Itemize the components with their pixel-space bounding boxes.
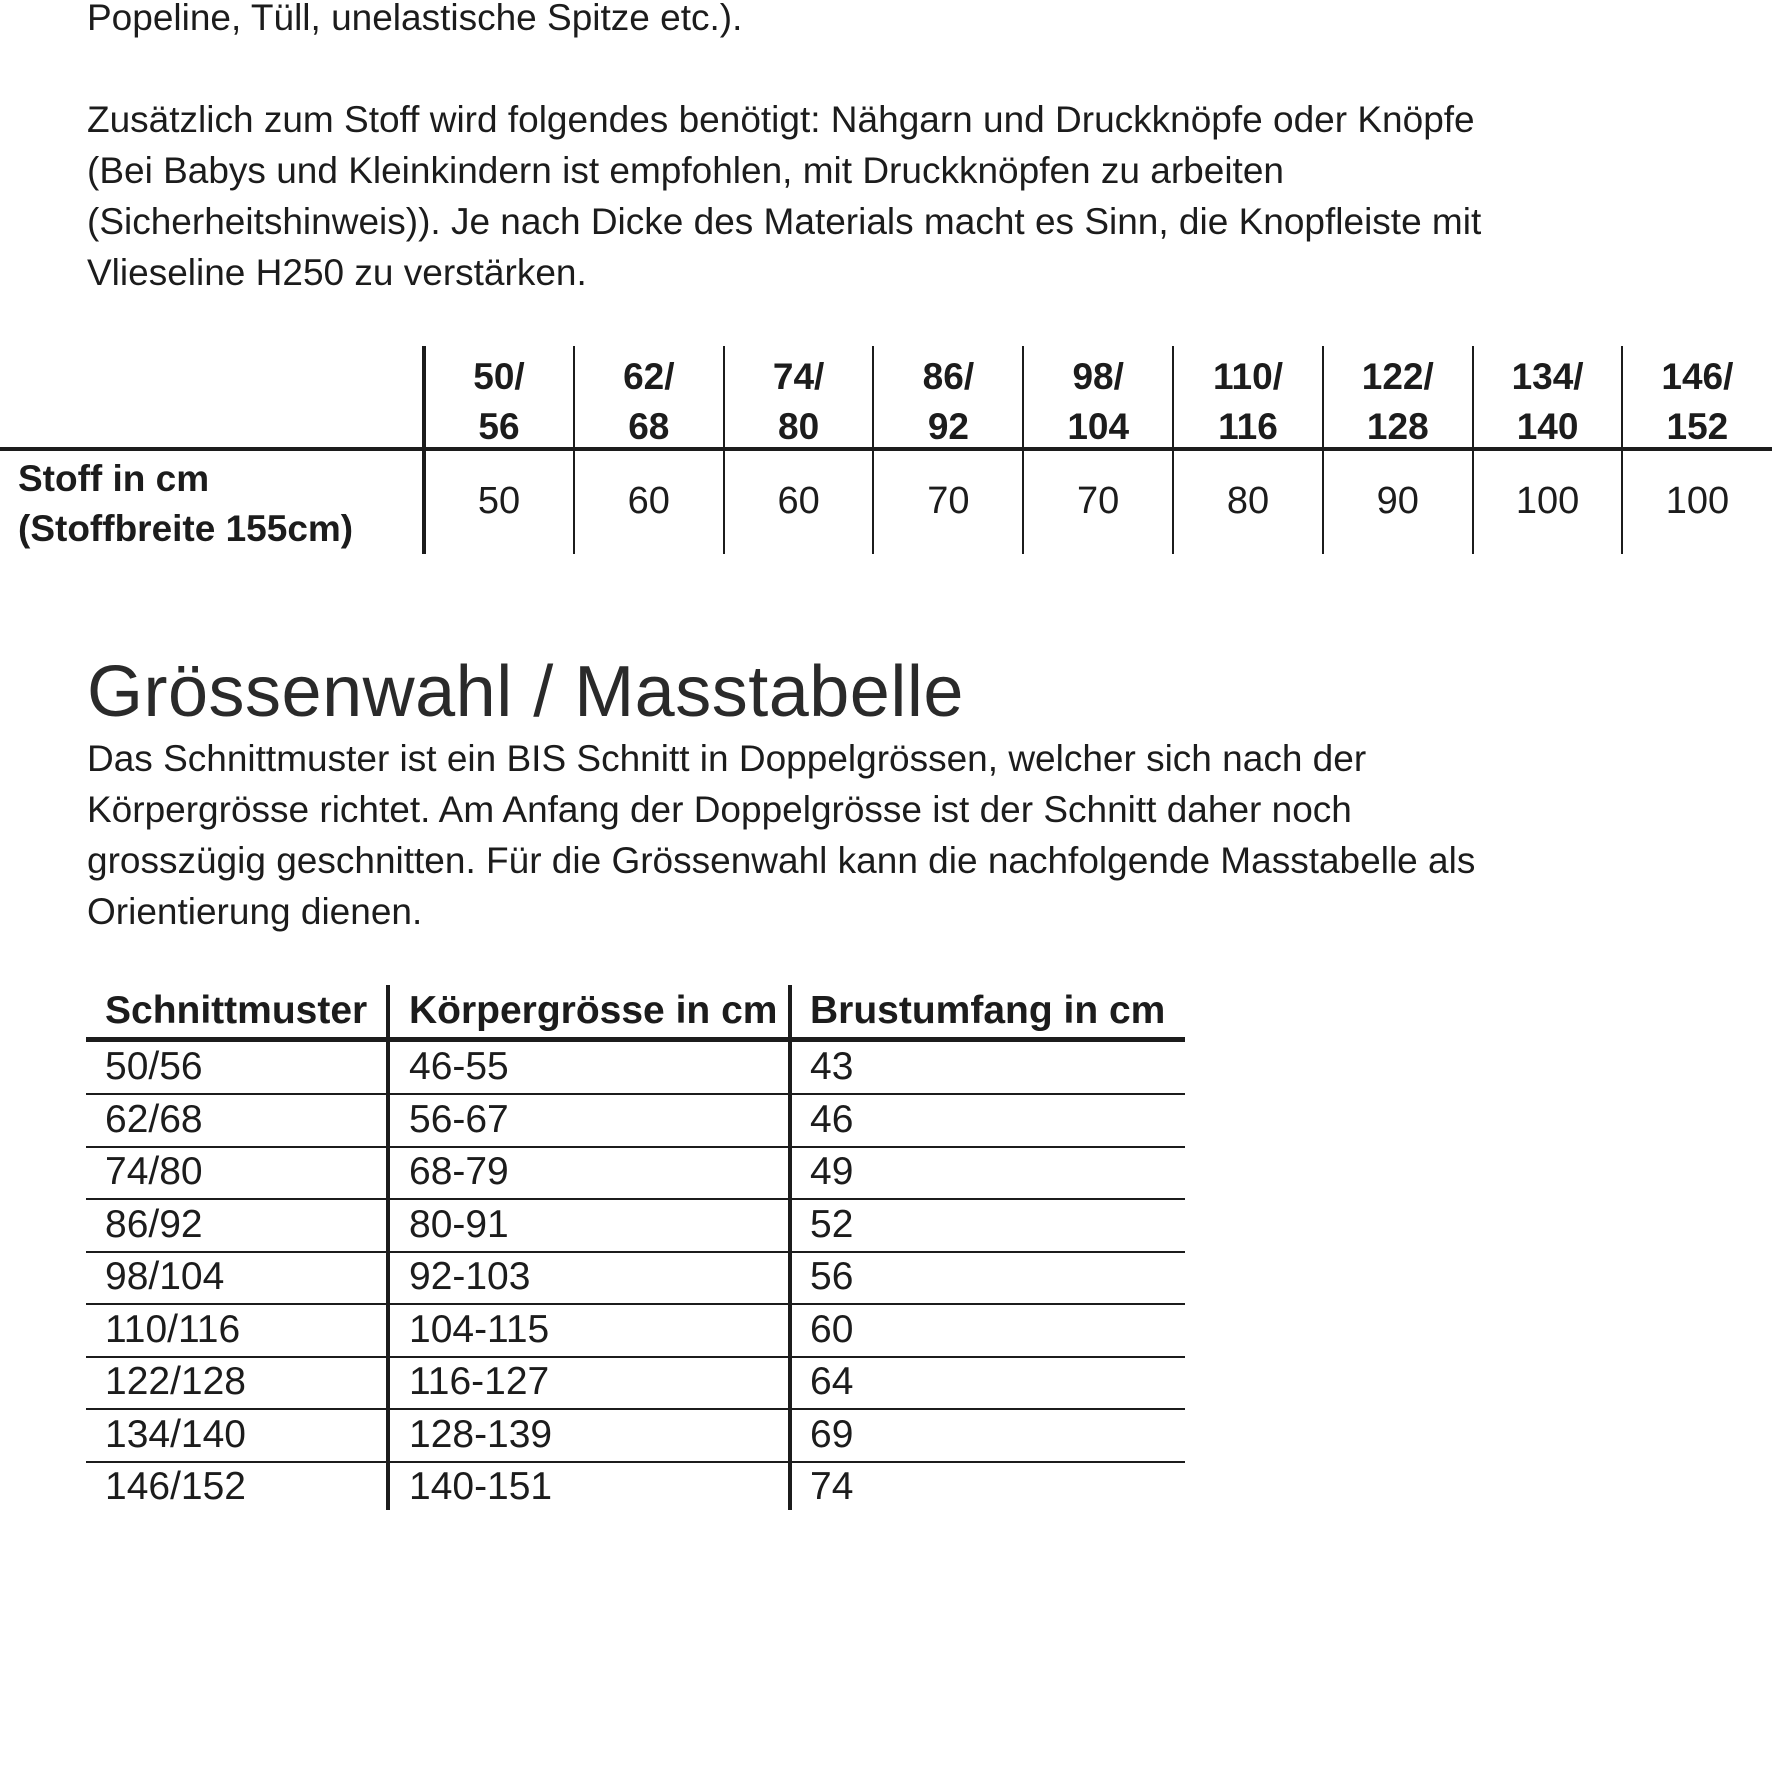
chest-girth-cell: 74 [810,1465,854,1508]
fabric-column-divider [1621,346,1623,554]
fabric-amount-cell: 70 [1077,480,1120,522]
pattern-size-cell: 146/152 [105,1465,246,1508]
fabric-size-header: 146/ 152 [1661,356,1734,447]
fabric-size-header: 110/ 116 [1213,356,1283,447]
fabric-amount-cell: 50 [477,480,521,522]
fabric-column-divider [723,346,725,554]
size-table-row [86,1409,1185,1463]
pattern-size-cell: 74/80 [105,1150,203,1193]
pattern-size-cell: 62/68 [105,1097,203,1141]
fabric-size-header: 50/ 56 [473,356,525,447]
fabric-amount-cell: 60 [627,480,670,522]
fabric-column-divider [872,346,874,554]
size-table-row [86,1251,1185,1305]
body-height-cell: 128-139 [409,1412,553,1456]
pattern-size-cell: 134/140 [105,1412,246,1456]
fabric-amount-cell: 90 [1376,480,1419,522]
fabric-column-divider [1322,346,1324,554]
chest-girth-cell: 64 [810,1360,854,1403]
size-table-row [86,1304,1185,1358]
pattern-size-cell: 110/116 [105,1307,241,1351]
chest-girth-cell: 56 [810,1255,854,1298]
fabric-size-header: 86/ 92 [922,356,975,447]
chest-girth-cell: 43 [810,1045,854,1088]
fabric-size-header: 98/ 104 [1067,356,1130,447]
header-chest-girth: Brustumfang in cm [810,989,1166,1032]
size-table-column-divider [788,985,792,1510]
fabric-row-label: Stoff in cm (Stoffbreite 155cm) [18,458,354,549]
fabric-size-header: 134/ 140 [1511,356,1584,447]
pattern-size-cell: 122/128 [105,1360,246,1403]
fabric-amount-cell: 80 [1226,480,1270,522]
fabric-column-divider [1172,346,1174,554]
fabric-amount-cell: 100 [1515,480,1580,522]
fabric-column-divider [573,346,575,554]
size-table-header-row [86,985,1185,1042]
pattern-size-cell: 50/56 [105,1045,203,1088]
body-height-cell: 104-115 [409,1307,550,1351]
size-table-row [86,1041,1185,1095]
chest-girth-cell: 49 [810,1150,854,1193]
body-height-cell: 116-127 [409,1360,550,1403]
fabric-size-header: 62/ 68 [623,356,675,447]
body-height-cell: 46-55 [409,1045,509,1088]
header-pattern-size: Schnittmuster [105,989,368,1032]
chest-girth-cell: 60 [810,1307,854,1351]
chest-girth-cell: 69 [810,1412,854,1456]
size-table-row [86,1094,1185,1148]
size-table-row [86,1461,1185,1513]
size-chart-description: Das Schnittmuster ist ein BIS Schnitt in Doppelgrössen, welcher sich nach der Körpergrösse richtet. Am Anfang der Doppelgrösse ist der Schnitt daher noch grosszügig geschnitten. Für die Grössenwahl kann die nachfolgende Masstabelle als Orientierung dienen. [87,738,1476,932]
fabric-size-header: 122/ 128 [1361,356,1434,447]
fabric-column-divider [1022,346,1024,554]
pattern-size-cell: 98/104 [105,1255,225,1298]
fabric-size-header: 74/ 80 [772,356,825,447]
intro-fabrics-line: Popeline, Tüll, unelastische Spitze etc.). [87,0,743,38]
size-table-row [86,1356,1185,1410]
pattern-size-cell: 86/92 [105,1202,203,1246]
fabric-requirements-table [0,346,1772,556]
size-table-column-divider [386,985,390,1510]
fabric-amount-cell: 100 [1665,480,1730,522]
supplies-paragraph: Zusätzlich zum Stoff wird folgendes benötigt: Nähgarn und Druckknöpfe oder Knöpfe (Bei Babys und Kleinkindern ist empfohlen, mit Druckknöpfen zu arbeiten (Sicherheitshinweis)). Je nach Dicke des Materials macht es Sinn, die Knopfleiste mit Vlieseline H250 zu verstärken. [87,99,1482,293]
body-height-cell: 140-151 [409,1465,553,1508]
chest-girth-cell: 46 [810,1097,854,1141]
fabric-amount-cell: 70 [927,480,970,522]
size-table-row [86,1146,1185,1200]
size-chart-heading: Grössenwahl / Masstabelle [87,652,964,732]
chest-girth-cell: 52 [810,1202,854,1246]
header-body-height: Körpergrösse in cm [409,989,778,1032]
fabric-column-divider [1472,346,1474,554]
body-height-cell: 92-103 [409,1255,531,1298]
body-height-cell: 56-67 [409,1097,509,1141]
size-chart-table [86,985,1185,1510]
body-height-cell: 80-91 [409,1202,509,1246]
fabric-amount-cell: 60 [777,480,820,522]
body-height-cell: 68-79 [409,1150,509,1193]
size-table-row [86,1199,1185,1253]
